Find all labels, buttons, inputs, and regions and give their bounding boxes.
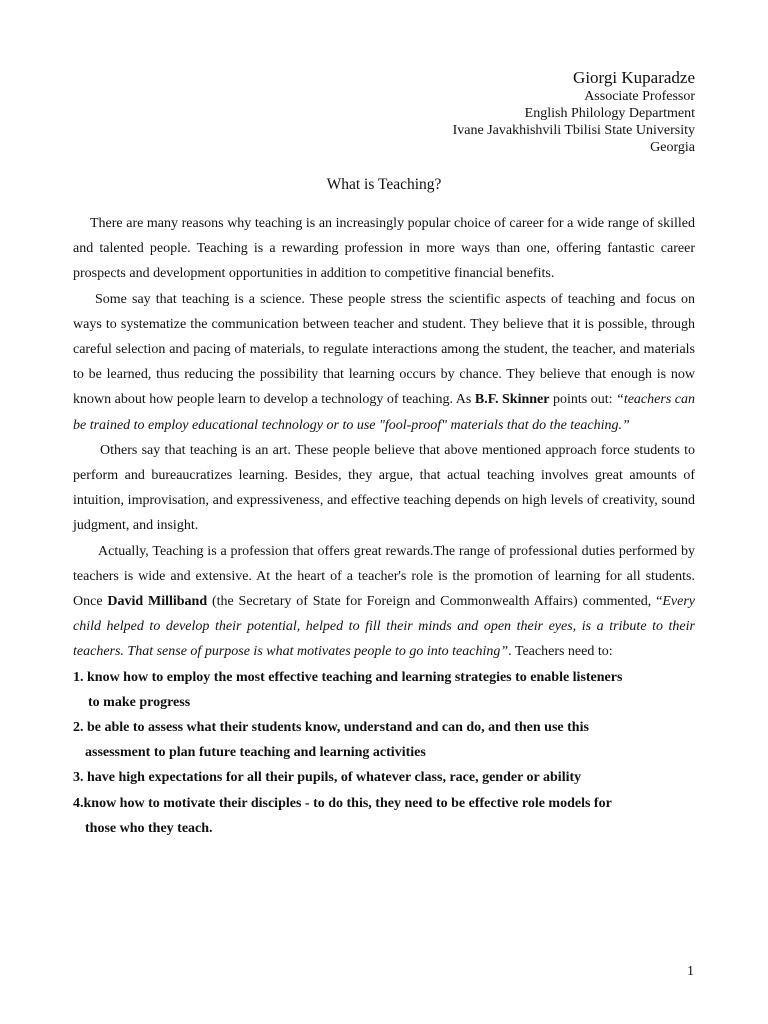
list-item-4-line-2: those who they teach. bbox=[85, 820, 213, 836]
paragraph-4 bbox=[73, 539, 695, 665]
list-item-3: 3. have high expectations for all their pupils, of whatever class, race, gender or ability bbox=[73, 770, 582, 786]
paragraph-4-text: Actually, Teaching is a profession that offers great rewards.The range of professional duties performed by teachers is wide and extensive. At the heart of a teacher's role is the promotion of learning for all students. Once bbox=[73, 543, 695, 610]
skinner-quote: “teachers can be trained to employ educational technology or to use "fool-proof" materials that do the teaching.” bbox=[73, 392, 695, 433]
list-item-2-line-1: 2. be able to assess what their students know, understand and can do, and then use this bbox=[73, 720, 589, 736]
paragraph-3: Others say that teaching is an art. These people believe that above mentioned approach force students to perform and bureaucratizes learning. Besides, they argue, that actual teaching involves great amounts of intuition, improvisation, and expressiveness, and effective teaching depends on high levels of creativity, sound judgment, and insight. bbox=[73, 442, 695, 534]
teacher-needs-list bbox=[73, 665, 695, 841]
author-department: English Philology Department bbox=[524, 106, 695, 121]
paragraph-2 bbox=[73, 287, 695, 438]
paragraph-2-mid: points out: bbox=[549, 392, 617, 408]
paragraph-4-mid: (the Secretary of State for Foreign and Commonwealth Affairs) commented, “ bbox=[207, 594, 663, 610]
list-item bbox=[73, 791, 695, 841]
page-number: 1 bbox=[687, 964, 694, 979]
paragraph-4-end: . Teachers need to: bbox=[508, 644, 613, 660]
list-item bbox=[73, 715, 695, 765]
list-item-4-line-1: 4.know how to motivate their disciples - to do this, they need to be effective role models for bbox=[73, 795, 612, 811]
author-position: Associate Professor bbox=[584, 89, 695, 104]
list-item-1-line-2: to make progress bbox=[88, 694, 191, 710]
milliband-name: David Milliband bbox=[107, 594, 208, 610]
list-item-1-line-1: 1. know how to employ the most effective teaching and learning strategies to enable listeners bbox=[73, 669, 623, 685]
list-item-2-line-2: assessment to plan future teaching and learning activities bbox=[85, 745, 426, 761]
paragraph-1: There are many reasons why teaching is an increasingly popular choice of career for a wide range of skilled and talented people. Teaching is a rewarding profession in more ways than one, offering fantastic career prospects and development opportunities in addition to competitive financial benefits. bbox=[73, 216, 695, 282]
paragraph-2-text: Some say that teaching is a science. These people stress the scientific aspects of teaching and focus on ways to systematize the communication between teacher and student. They believe that it is possible, through careful selection and pacing of materials, to regulate interactions among the student, the teacher, and materials to be learned, thus reducing the possibility that learning occurs by chance. They believe that enough is now known about how people learn to develop a technology of teaching. As bbox=[73, 291, 695, 408]
list-item bbox=[73, 665, 695, 715]
author-name: Giorgi Kuparadze bbox=[573, 68, 695, 87]
document-title: What is Teaching? bbox=[326, 176, 442, 193]
list-item bbox=[73, 765, 695, 790]
author-country: Georgia bbox=[650, 140, 695, 155]
document-body bbox=[73, 211, 695, 841]
milliband-quote: Every child helped to develop their potential, helped to fill their minds and open their eyes, is a tribute to their teachers. That sense of purpose is what motivates people to go into teaching” bbox=[73, 594, 695, 660]
skinner-name: B.F. Skinner bbox=[474, 392, 550, 408]
author-header bbox=[453, 68, 695, 156]
author-university: Ivane Javakhishvili Tbilisi State University bbox=[452, 123, 695, 138]
